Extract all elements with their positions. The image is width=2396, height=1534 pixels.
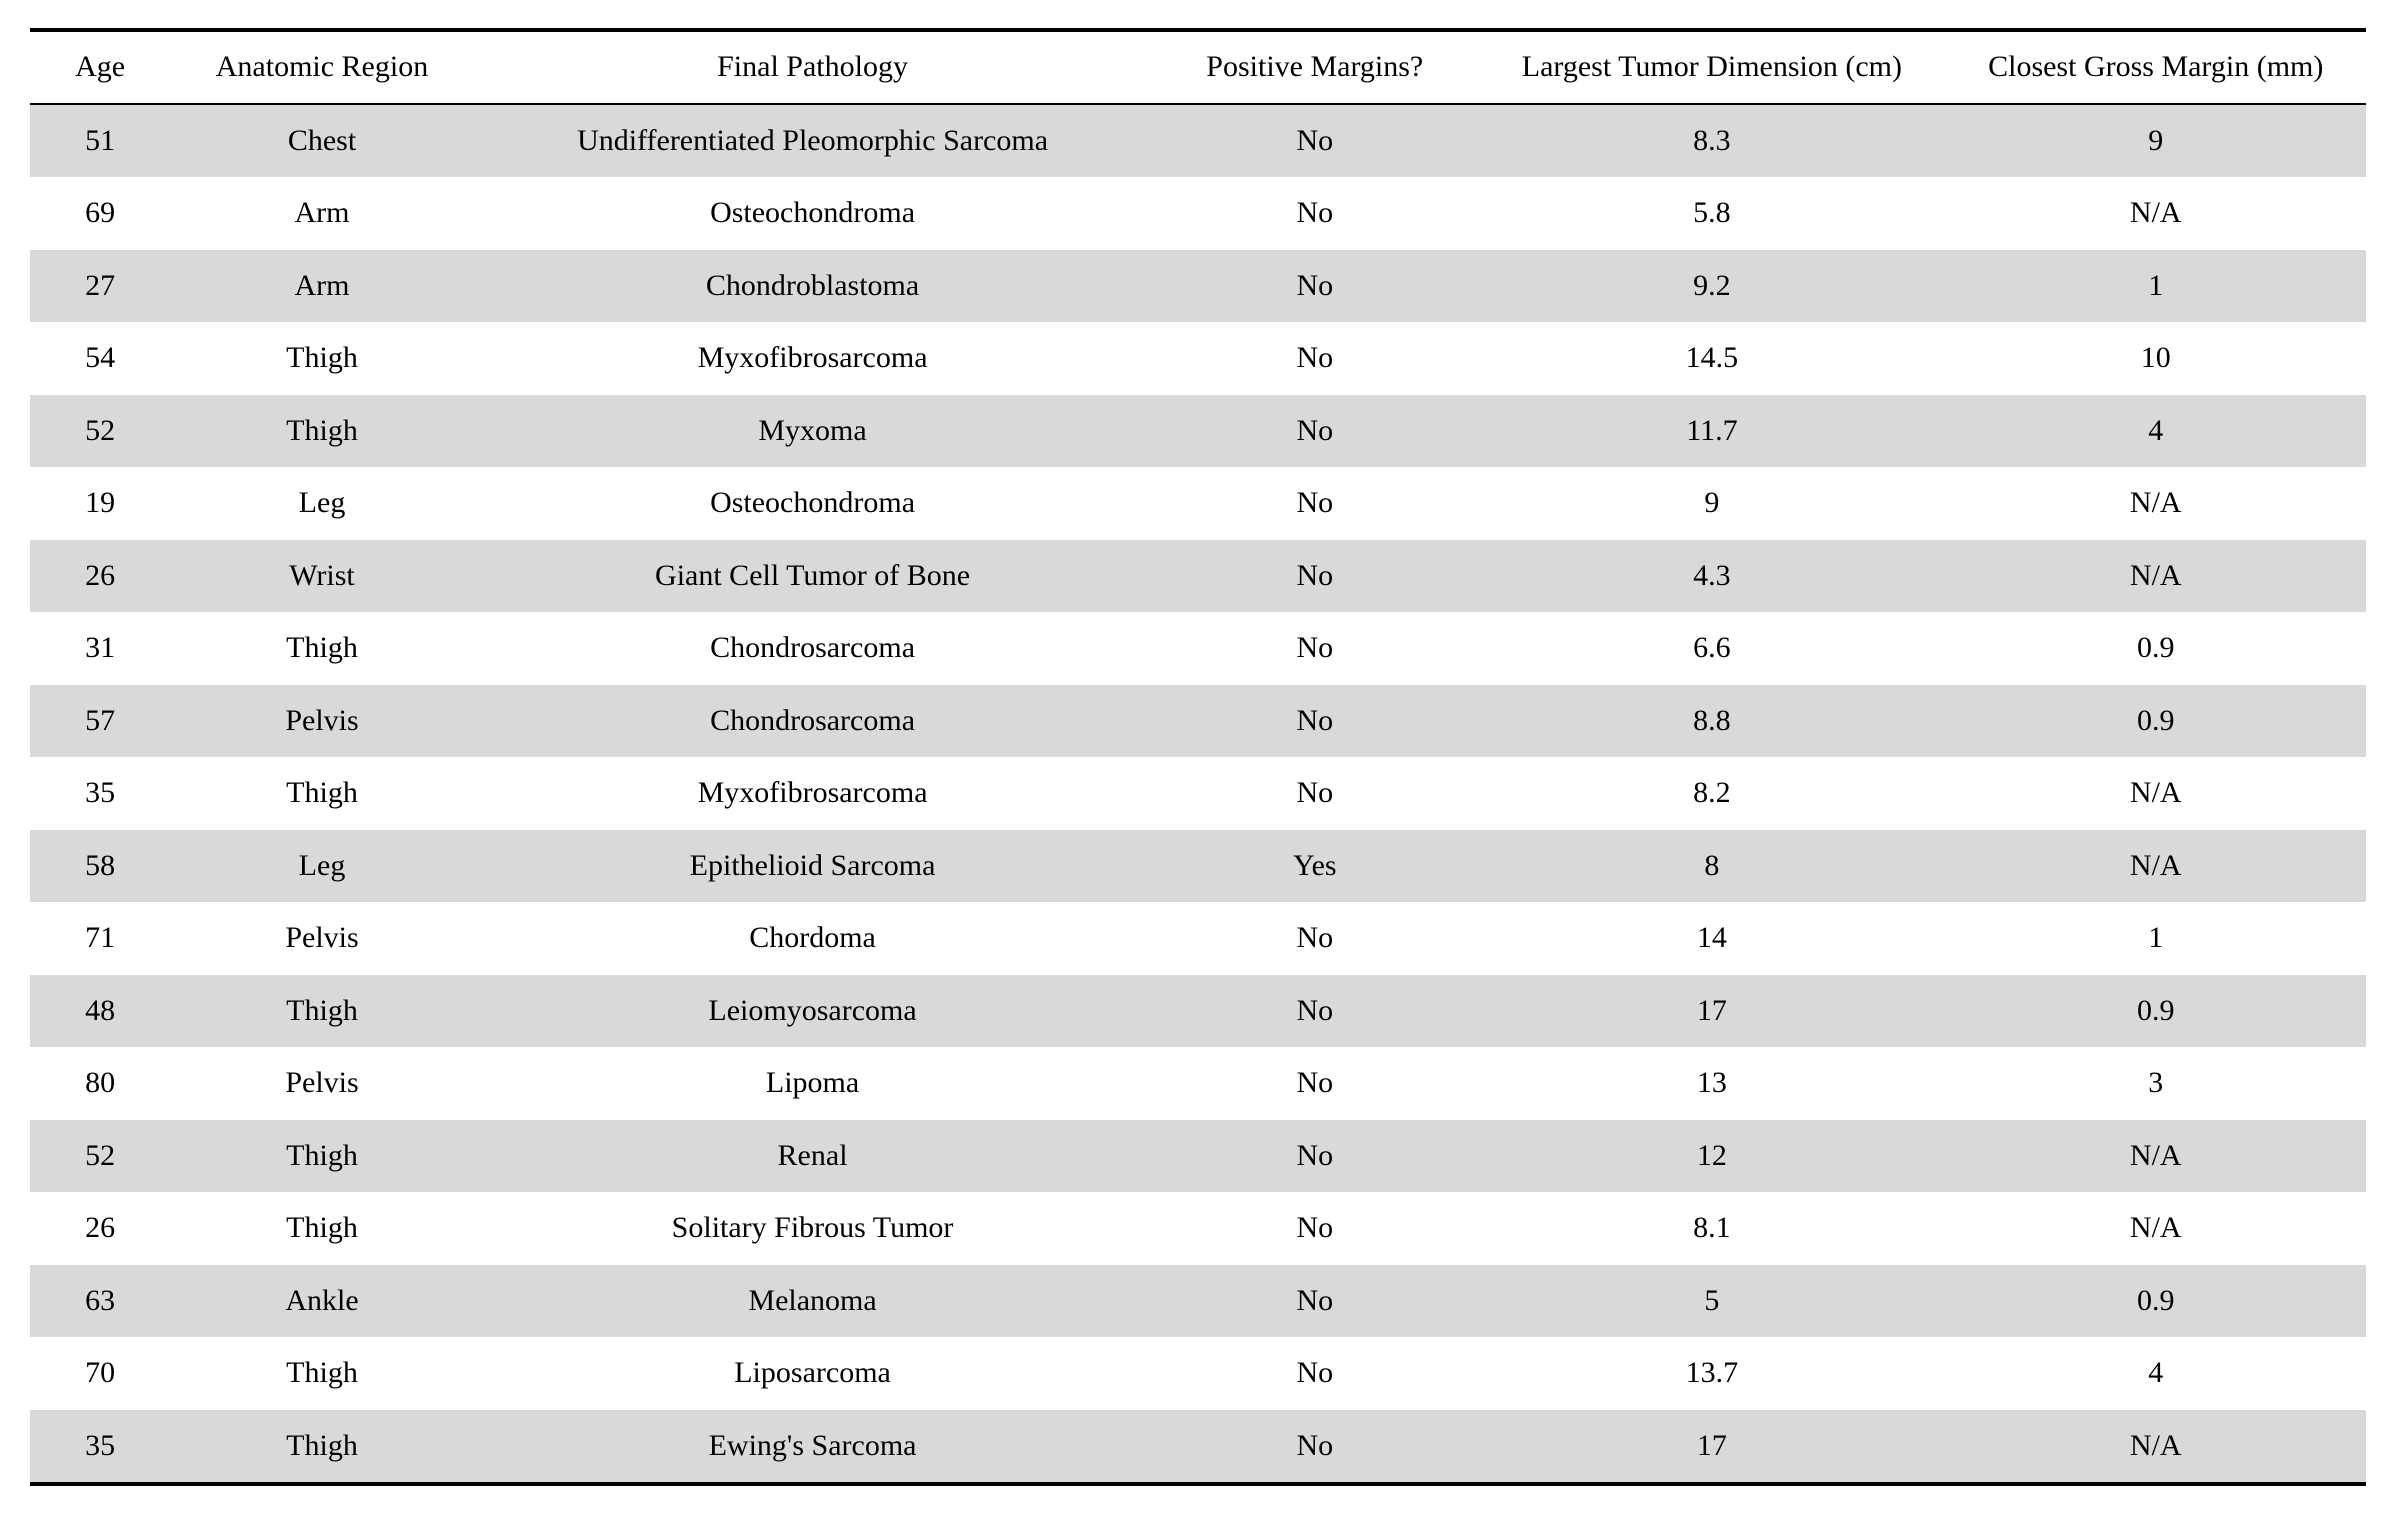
table-cell: Myxofibrosarcoma	[697, 341, 928, 374]
table-cell: 11.7	[1686, 413, 1738, 447]
table-cell: N/A	[2129, 486, 2182, 519]
col-header-age: Age	[75, 50, 126, 83]
table-cell: No	[1296, 921, 1334, 954]
table-cell: 80	[85, 1066, 116, 1099]
table-cell: 10	[2140, 341, 2171, 374]
table-cell: 8.3	[1693, 123, 1731, 157]
table-row	[30, 757, 2366, 830]
table-cell: 3	[2148, 1066, 2164, 1099]
table-cell: 5	[1704, 1283, 1720, 1317]
table-cell: Thigh	[286, 1356, 358, 1389]
table-row	[30, 540, 2366, 613]
table-cell: Thigh	[286, 1211, 358, 1244]
table-row	[30, 467, 2366, 540]
table-cell: 19	[85, 486, 116, 519]
table-cell: 51	[85, 123, 116, 157]
table-cell: Myxoma	[758, 413, 867, 447]
table-cell: N/A	[2129, 196, 2182, 229]
table-cell: 26	[85, 558, 116, 592]
table-cell: 0.9	[2136, 631, 2175, 664]
table-cell: Thigh	[286, 1428, 358, 1462]
table-cell: Ankle	[285, 1283, 359, 1317]
table-row	[30, 177, 2366, 250]
table-row	[30, 395, 2366, 468]
table-cell: No	[1296, 268, 1334, 302]
table-cell: 13.7	[1685, 1356, 1739, 1389]
table-cell: Myxofibrosarcoma	[697, 776, 928, 809]
table-cell: No	[1296, 1428, 1334, 1462]
table-cell: 4	[2148, 413, 2164, 447]
table-cell: Leiomyosarcoma	[708, 993, 917, 1027]
table-cell: 54	[85, 341, 116, 374]
table-header	[30, 30, 2366, 104]
table-cell: Chondrosarcoma	[710, 703, 916, 737]
table-cell: N/A	[2129, 1138, 2182, 1172]
table-cell: 26	[85, 1211, 116, 1244]
table-cell: 9	[2148, 123, 2164, 157]
table-cell: Pelvis	[285, 703, 359, 737]
table-cell: Leg	[298, 848, 346, 882]
table-cell: No	[1296, 1066, 1334, 1099]
table-cell: Renal	[777, 1138, 848, 1172]
table-cell: 5.8	[1693, 196, 1731, 229]
header-row	[30, 30, 2366, 104]
table-cell: 8.8	[1693, 703, 1731, 737]
table-cell: Melanoma	[748, 1283, 877, 1317]
table-cell: Solitary Fibrous Tumor	[671, 1211, 954, 1244]
table-cell: Thigh	[286, 776, 358, 809]
table-body	[30, 104, 2366, 1485]
table-cell: Chondrosarcoma	[710, 631, 916, 664]
table-row	[30, 322, 2366, 395]
table-cell: N/A	[2129, 1428, 2182, 1462]
table-cell: No	[1296, 631, 1334, 664]
table-cell: 57	[85, 703, 116, 737]
table-cell: Leg	[298, 486, 346, 519]
table-cell: 14	[1696, 921, 1727, 954]
table-row	[30, 104, 2366, 178]
table-cell: Giant Cell Tumor of Bone	[655, 558, 971, 592]
table-cell: No	[1296, 196, 1334, 229]
table-cell: 8.2	[1693, 776, 1731, 809]
col-header-positive-margins: Positive Margins?	[1206, 50, 1424, 83]
table-cell: No	[1296, 558, 1334, 592]
table-row	[30, 612, 2366, 685]
table-cell: Arm	[294, 268, 350, 302]
table-row	[30, 830, 2366, 903]
table-cell: 1	[2148, 268, 2164, 302]
table-cell: 0.9	[2136, 1283, 2175, 1317]
table-cell: 17	[1696, 1428, 1727, 1462]
table-cell: No	[1296, 703, 1334, 737]
table-cell: No	[1296, 123, 1334, 157]
table-row	[30, 1265, 2366, 1338]
table-cell: 12	[1696, 1138, 1727, 1172]
col-header-closest-gross-margin: Closest Gross Margin (mm)	[1988, 50, 2324, 83]
table-cell: 8.1	[1693, 1211, 1731, 1244]
table-cell: N/A	[2129, 558, 2182, 592]
table-cell: 4	[2148, 1356, 2164, 1389]
table-cell: 58	[85, 848, 116, 882]
table-row	[30, 1337, 2366, 1410]
table-cell: Chest	[287, 123, 357, 157]
table-cell: Thigh	[286, 413, 358, 447]
table-cell: 4.3	[1693, 558, 1731, 592]
table-cell: No	[1296, 413, 1334, 447]
table-cell: No	[1296, 486, 1334, 519]
table-cell: Thigh	[286, 341, 358, 374]
table-row	[30, 1120, 2366, 1193]
table-cell: Pelvis	[285, 921, 359, 954]
table-cell: No	[1296, 776, 1334, 809]
table-row	[30, 1410, 2366, 1485]
table-cell: Thigh	[286, 631, 358, 664]
table-row	[30, 685, 2366, 758]
table-cell: Liposarcoma	[734, 1356, 891, 1389]
table-cell: Osteochondroma	[710, 486, 916, 519]
table-cell: 48	[85, 993, 116, 1027]
table-cell: 35	[85, 1428, 116, 1462]
table-cell: 8	[1704, 848, 1720, 882]
table-cell: No	[1296, 1138, 1334, 1172]
table-cell: Yes	[1292, 848, 1337, 882]
table-cell: Pelvis	[285, 1066, 359, 1099]
col-header-largest-tumor-dimension: Largest Tumor Dimension (cm)	[1521, 50, 1903, 83]
table-cell: Osteochondroma	[710, 196, 916, 229]
table-cell: Lipoma	[765, 1066, 860, 1099]
table-cell: No	[1296, 341, 1334, 374]
table-cell: N/A	[2129, 1211, 2182, 1244]
table-cell: 70	[85, 1356, 116, 1389]
table-row	[30, 1192, 2366, 1265]
table-cell: 35	[85, 776, 116, 809]
table-row	[30, 975, 2366, 1048]
patient-pathology-table	[30, 28, 2366, 1486]
table-row	[30, 1047, 2366, 1120]
table-cell: 1	[2148, 921, 2164, 954]
table-cell: 52	[85, 413, 116, 447]
table-cell: N/A	[2129, 776, 2182, 809]
table-cell: No	[1296, 1211, 1334, 1244]
table-cell: Thigh	[286, 993, 358, 1027]
table-cell: Wrist	[289, 558, 355, 592]
table-cell: 0.9	[2136, 703, 2175, 737]
table-cell: 0.9	[2136, 993, 2175, 1027]
table-row	[30, 250, 2366, 323]
table-cell: 17	[1696, 993, 1727, 1027]
table-cell: No	[1296, 993, 1334, 1027]
table-cell: No	[1296, 1356, 1334, 1389]
table-cell: 14.5	[1685, 341, 1739, 374]
col-header-anatomic-region: Anatomic Region	[215, 50, 429, 83]
table-cell: Undifferentiated Pleomorphic Sarcoma	[577, 123, 1049, 157]
table-cell: 13	[1696, 1066, 1727, 1099]
col-header-final-pathology: Final Pathology	[717, 50, 908, 83]
table-cell: 31	[85, 631, 116, 664]
table-cell: 69	[85, 196, 116, 229]
table-cell: Chordoma	[749, 921, 876, 954]
table-cell: Ewing's Sarcoma	[708, 1428, 917, 1462]
table-cell: 9.2	[1693, 268, 1731, 302]
table-cell: Epithelioid Sarcoma	[689, 848, 936, 882]
table-cell: 6.6	[1693, 631, 1731, 664]
table-cell: 63	[85, 1283, 116, 1317]
table-cell: No	[1296, 1283, 1334, 1317]
table-cell: Arm	[294, 196, 350, 229]
table-cell: Chondroblastoma	[705, 268, 920, 302]
table-cell: N/A	[2129, 848, 2182, 882]
table-cell: Thigh	[286, 1138, 358, 1172]
table-cell: 52	[85, 1138, 116, 1172]
table-cell: 27	[85, 268, 116, 302]
table-cell: 71	[85, 921, 116, 954]
table-cell: 9	[1704, 486, 1720, 519]
table-row	[30, 902, 2366, 975]
